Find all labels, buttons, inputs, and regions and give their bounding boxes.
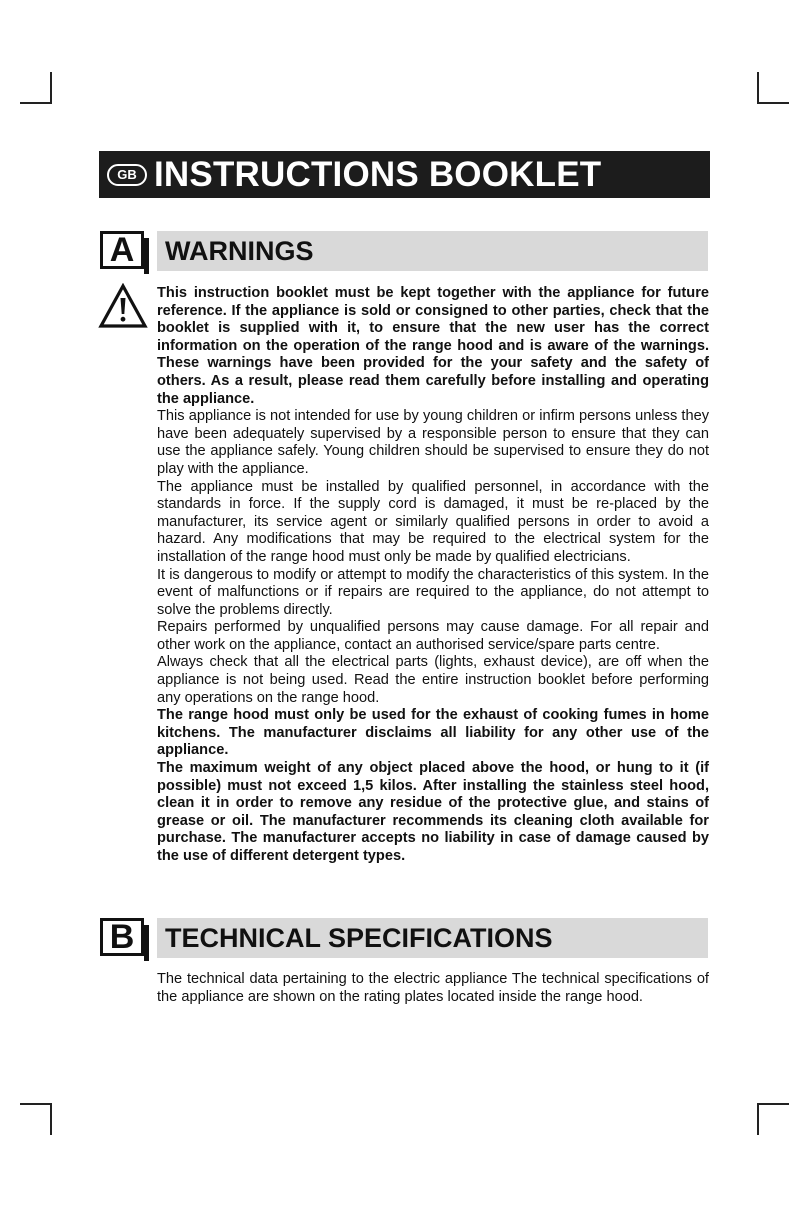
crop-mark — [757, 72, 759, 104]
crop-mark — [757, 102, 789, 104]
warnings-paragraph: The maximum weight of any object placed above the hood, or hung to it (if possible) must not exceed 1,5 kilos. After installing the stainless steel hood, clean it in order to remove any residue of the protective glue, and stains of grease or oil. The manufacturer recommends its cleaning cloth available for purchase. The manufacturer accepts no liability in case of damage caused by the use of different detergent types. — [157, 760, 709, 864]
crop-mark — [20, 1103, 52, 1105]
crop-mark — [20, 102, 52, 104]
warnings-paragraph: It is dangerous to modify or attempt to modify the characteristics of this system. In the event of malfunctions or if repairs are required to the appliance, do not attempt to solve the problems directly. — [157, 566, 709, 618]
section-a-title: WARNINGS — [165, 235, 314, 266]
language-badge: GB — [107, 164, 147, 186]
header-banner — [99, 151, 710, 198]
section-a-letter: A — [100, 231, 144, 269]
section-b-letter: B — [100, 918, 144, 956]
warning-triangle-icon — [98, 283, 148, 329]
warnings-paragraph: The appliance must be installed by qualified personnel, in accordance with the standards in force. If the supply cord is damaged, it must be re-placed by the manufacturer, its service agent or similarly qualified persons in order to avoid a hazard. Any modifications that may be required to the electrical system for the installation of the range hood must only be made by qualified electricians. — [157, 478, 709, 565]
crop-mark — [50, 1103, 52, 1135]
warnings-paragraph: This instruction booklet must be kept together with the appliance for future reference. If the appliance is sold or consigned to other parties, check that the booklet is supplied with it, to ensure that the new user has the correct information on the operation of the range hood and is aware of the warnings. These warnings have been provided for the your safety and the safety of others. As a result, please read them carefully before installing and operating the appliance. — [157, 285, 709, 407]
specifications-text — [157, 971, 709, 1006]
warnings-paragraph: Always check that all the electrical parts (lights, exhaust device), are off when the appliance is not being used. Read the entire instruction booklet before performing any operations on the range hood. — [157, 654, 709, 706]
crop-mark — [757, 1103, 789, 1105]
section-b-bar — [157, 918, 708, 958]
page-title: INSTRUCTIONS BOOKLET — [154, 154, 602, 194]
warnings-paragraph: This appliance is not intended for use by young children or infirm persons unless they have been adequately supervised by a responsible person to ensure that they can use the appliance safely. Young children should be supervised to ensure they do not play with the appliance. — [157, 408, 709, 477]
section-a-bar — [157, 231, 708, 271]
specifications-paragraph: The technical data pertaining to the electric appliance The technical specifications of the appliance are shown on the rating plates located inside the range hood. — [157, 971, 709, 1005]
warnings-text — [157, 285, 709, 866]
section-b-title: TECHNICAL SPECIFICATIONS — [165, 922, 553, 953]
warnings-paragraph: Repairs performed by unqualified persons may cause damage. For all repair and other work on the appliance, contact an authorised service/spare parts centre. — [157, 619, 709, 653]
crop-mark — [757, 1103, 759, 1135]
crop-mark — [50, 72, 52, 104]
warnings-paragraph: The range hood must only be used for the exhaust of cooking fumes in home kitchens. The manufacturer disclaims all liability for any other use of the appliance. — [157, 707, 709, 759]
